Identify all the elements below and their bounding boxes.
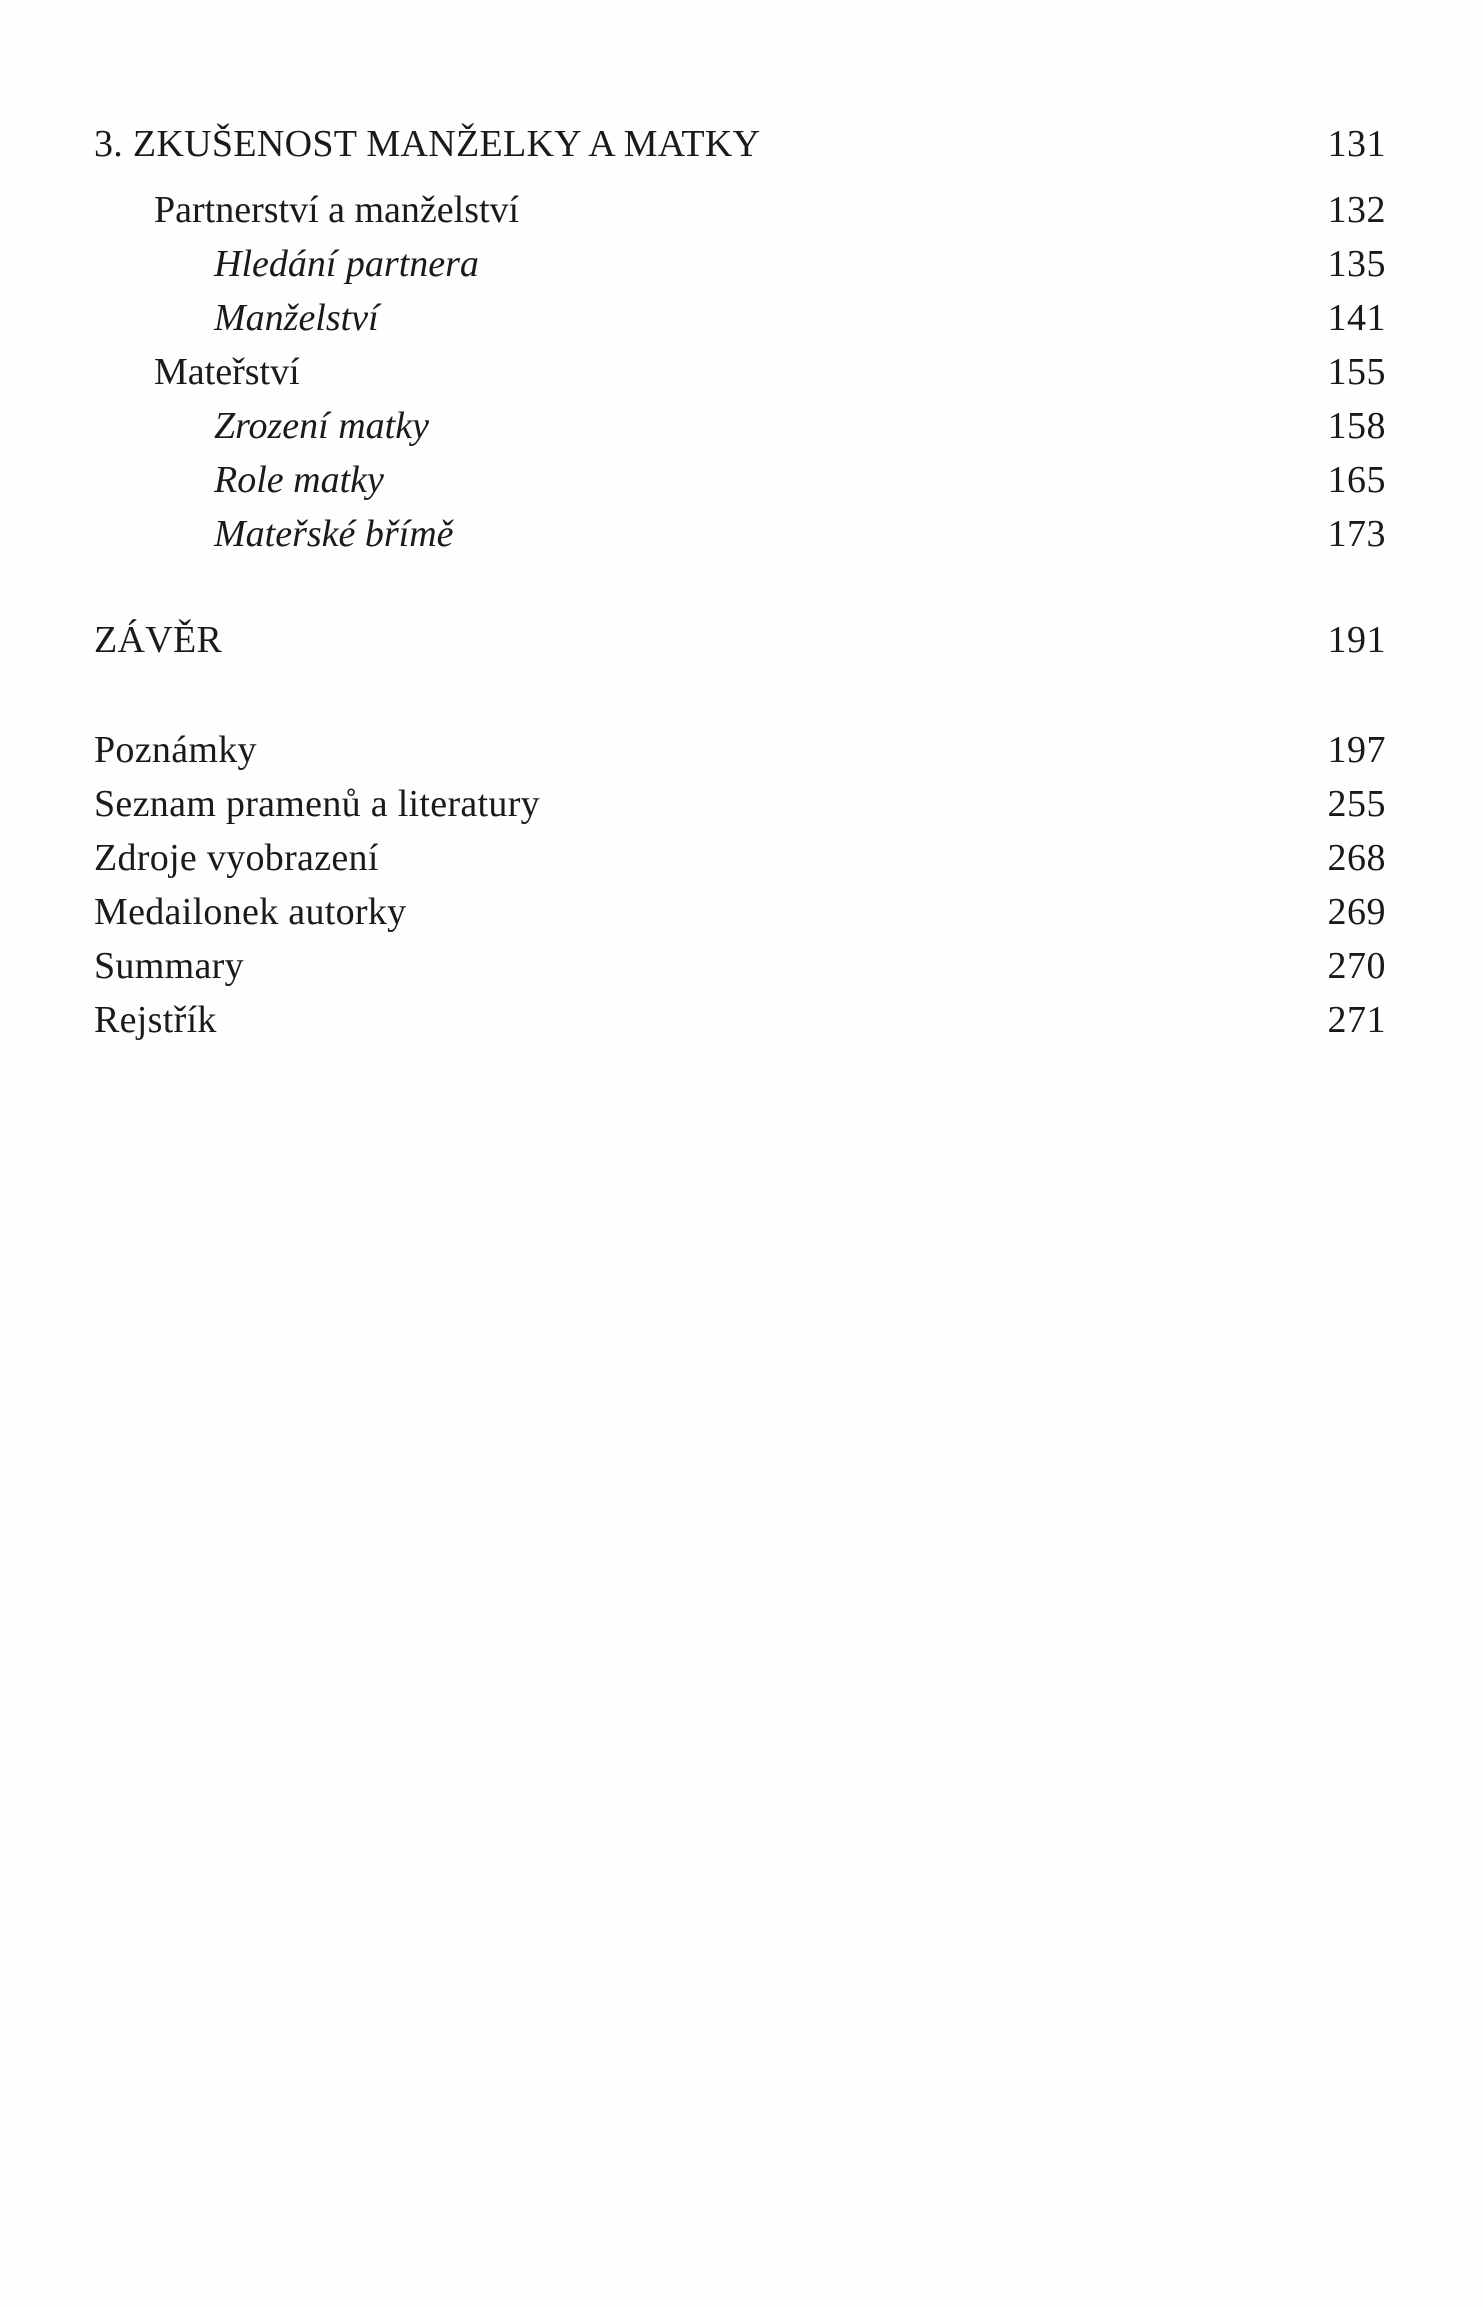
toc-appendix-entry (94, 723, 1386, 777)
toc-entry-title: Zrození matky (214, 405, 429, 447)
toc-subsection-entry (94, 291, 1386, 345)
toc-entry-title: Summary (94, 945, 244, 987)
toc-conclusion-entry (94, 613, 1386, 667)
toc-page-number: 158 (1327, 405, 1386, 447)
toc-page-number: 173 (1327, 513, 1386, 555)
toc-entry-title: Seznam pramenů a literatury (94, 783, 540, 825)
toc-appendix-entry (94, 993, 1386, 1047)
spacer (94, 171, 1386, 183)
toc-entry-title: Poznámky (94, 729, 257, 771)
toc-appendix-entry (94, 831, 1386, 885)
toc-section-entry (94, 345, 1386, 399)
toc-entry-title: Role matky (214, 459, 384, 501)
toc-appendix-entry (94, 885, 1386, 939)
toc-appendix-entry (94, 777, 1386, 831)
toc-page-number: 155 (1327, 351, 1386, 393)
toc-page-number: 141 (1327, 297, 1386, 339)
toc-entry-title: Hledání partnera (214, 243, 479, 285)
toc-entry-title: Manželství (214, 297, 379, 339)
toc-entry-title: Rejstřík (94, 999, 217, 1041)
toc-section-entry (94, 183, 1386, 237)
toc-page-number: 132 (1327, 189, 1386, 231)
toc-page-number: 165 (1327, 459, 1386, 501)
toc-subsection-entry (94, 507, 1386, 561)
toc-page-number: 191 (1327, 619, 1386, 661)
toc-chapter-heading (94, 117, 1386, 171)
toc-entry-title: Partnerství a manželství (154, 189, 520, 231)
toc-entry-title: Zdroje vyobrazení (94, 837, 379, 879)
toc-subsection-entry (94, 237, 1386, 291)
toc-page-number: 268 (1327, 837, 1386, 879)
toc-subsection-entry (94, 399, 1386, 453)
toc-page-number: 197 (1327, 729, 1386, 771)
toc-page-number: 271 (1327, 999, 1386, 1041)
toc-page-number: 255 (1327, 783, 1386, 825)
toc-entry-title: Mateřství (154, 351, 300, 393)
toc-page-number: 270 (1327, 945, 1386, 987)
toc-entry-title: ZÁVĚR (94, 619, 223, 661)
toc-page-number: 269 (1327, 891, 1386, 933)
toc-entry-title: Medailonek autorky (94, 891, 407, 933)
toc-subsection-entry (94, 453, 1386, 507)
toc-entry-title: Mateřské břímě (214, 513, 454, 555)
table-of-contents (94, 117, 1386, 1047)
toc-page-number: 131 (1327, 123, 1386, 165)
toc-page-number: 135 (1327, 243, 1386, 285)
spacer (94, 561, 1386, 613)
toc-appendix-entry (94, 939, 1386, 993)
toc-entry-title: 3. ZKUŠENOST MANŽELKY A MATKY (94, 123, 761, 165)
spacer (94, 667, 1386, 723)
